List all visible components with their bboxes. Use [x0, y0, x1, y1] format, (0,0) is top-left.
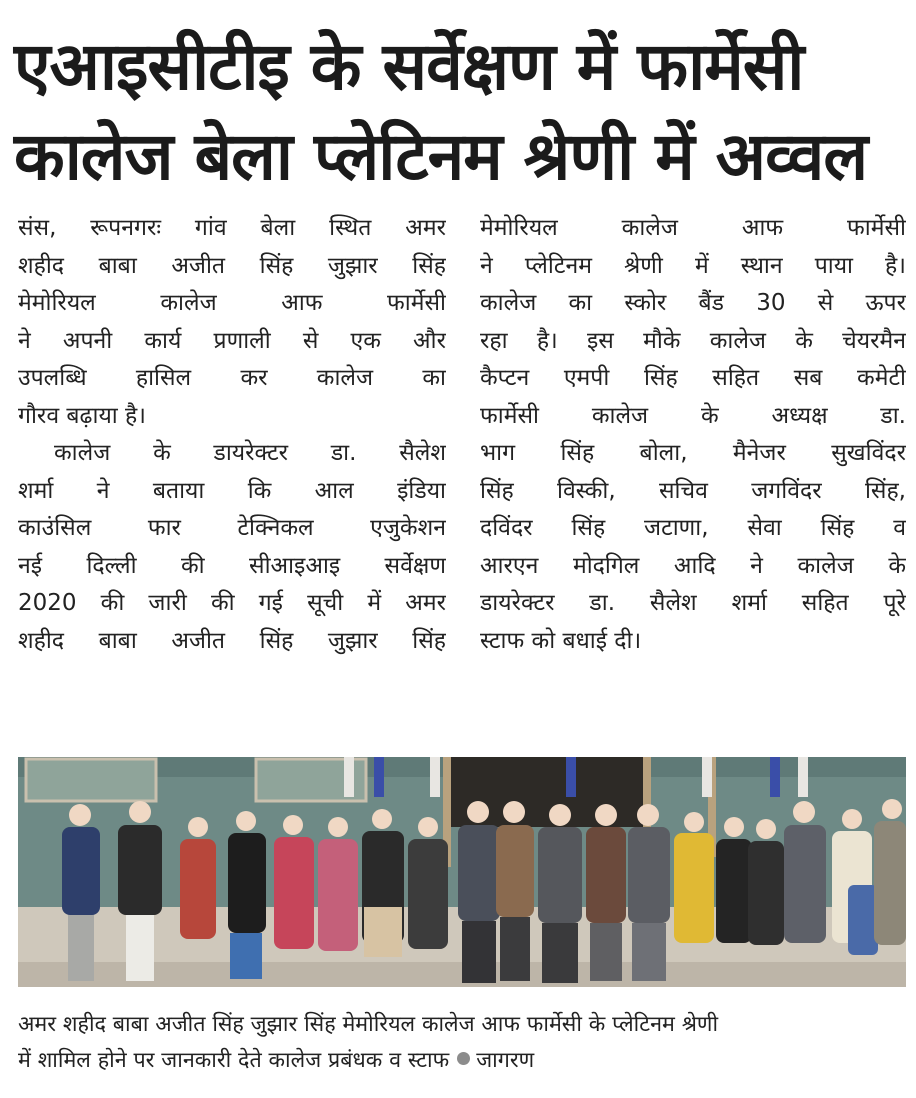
article-line: रहा है। इस मौके कालेज के चेयरमैन: [480, 327, 906, 354]
article-line: काउंसिल फार टेक्निकल एजुकेशन: [18, 515, 446, 541]
article-line: सिंह विस्की, सचिव जगविंदर सिंह,: [480, 477, 906, 504]
article-line: फार्मेसी कालेज के अध्यक्ष डा.: [480, 402, 906, 429]
article-line: 2020 की जारी की गई सूची में अमर: [18, 590, 446, 616]
article-line: उपलब्धि हासिल कर कालेज का: [18, 365, 446, 391]
article-line: ने अपनी कार्य प्रणाली से एक और: [18, 327, 446, 354]
article-line: डायरेक्टर डा. सैलेश शर्मा सहित पूरे: [480, 590, 906, 616]
caption-line-2: [18, 1043, 908, 1079]
article-line: शहीद बाबा अजीत सिंह जुझार सिंह: [18, 252, 446, 279]
bullet-icon: [457, 1052, 470, 1065]
caption-line-2-text: में शामिल होने पर जानकारी देते कालेज प्रबंधक व स्टाफ: [18, 1048, 450, 1073]
article-line: आरएन मोदगिल आदि ने कालेज के: [480, 552, 906, 579]
article-line: ने प्लेटिनम श्रेणी में स्थान पाया है।: [480, 252, 906, 279]
article-line: कालेज का स्कोर बैंड 30 से ऊपर: [480, 290, 906, 316]
group-photo: [18, 757, 906, 987]
article-line: नई दिल्ली की सीआइआइ सर्वेक्षण: [18, 552, 446, 579]
caption-line-1: अमर शहीद बाबा अजीत सिंह जुझार सिंह मेमोरियल कालेज आफ फार्मेसी के प्लेटिनम श्रेणी: [18, 1012, 719, 1037]
headline-line-1: एआइसीटीइ के सर्वेक्षण में फार्मेसी: [14, 28, 804, 105]
photo-credit: जागरण: [476, 1048, 535, 1073]
article-line: भाग सिंह बोला, मैनेजर सुखविंदर: [480, 440, 906, 466]
article-line: गौरव बढ़ाया है।: [18, 402, 146, 429]
article-line: मेमोरियल कालेज आफ फार्मेसी: [480, 215, 906, 241]
article-line: शर्मा ने बताया कि आल इंडिया: [18, 477, 446, 504]
article-line: संस, रूपनगरः गांव बेला स्थित अमर: [18, 215, 446, 241]
group-photo-illustration: [18, 757, 906, 987]
article-line: दविंदर सिंह जटाणा, सेवा सिंह व: [480, 515, 906, 541]
headline: [14, 22, 904, 202]
article-column-right: [480, 210, 906, 660]
article-line: कैप्टन एमपी सिंह सहित सब कमेटी: [480, 365, 906, 391]
photo-caption: [18, 1007, 908, 1079]
headline-line-2: कालेज बेला प्लेटिनम श्रेणी में अव्वल: [14, 118, 868, 195]
article-line: शहीद बाबा अजीत सिंह जुझार सिंह: [18, 627, 446, 654]
article-line: कालेज के डायरेक्टर डा. सैलेश: [54, 440, 446, 466]
article-line: स्टाफ को बधाई दी।: [480, 627, 642, 654]
article-line: मेमोरियल कालेज आफ फार्मेसी: [18, 290, 446, 316]
article-column-left: [18, 210, 446, 660]
